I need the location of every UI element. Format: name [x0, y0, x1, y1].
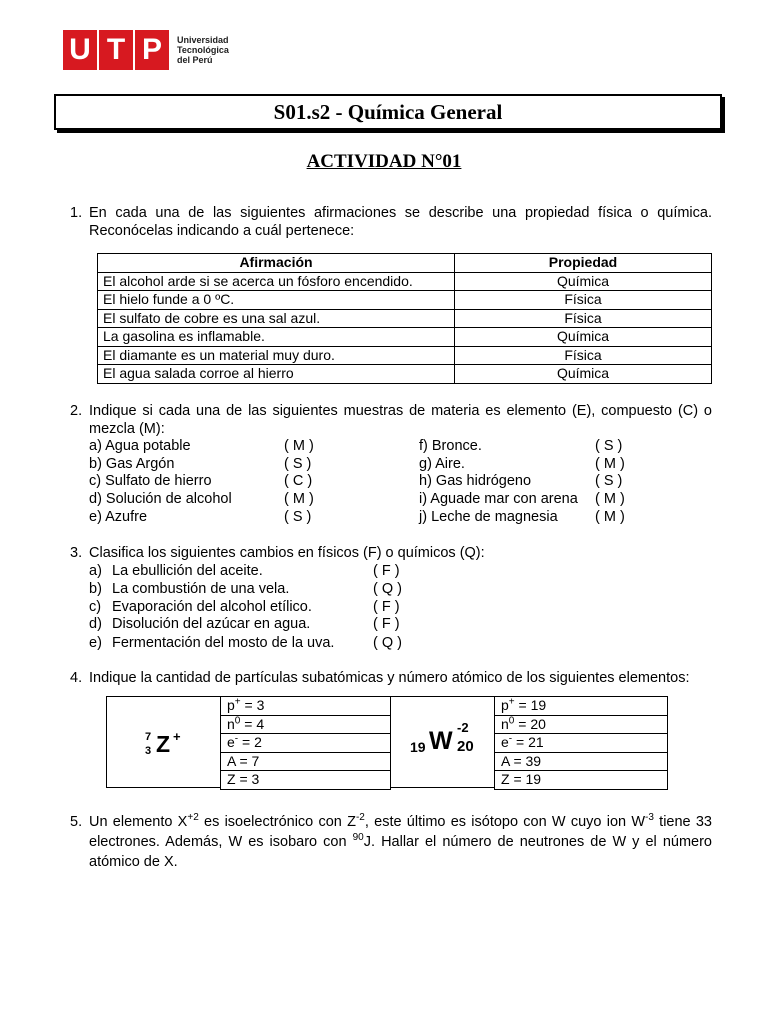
question-number: 3.	[70, 545, 83, 561]
particle-label: n	[501, 715, 509, 732]
table-row	[98, 272, 712, 291]
particle-value: = 3	[240, 697, 265, 714]
question-4	[70, 669, 712, 687]
particle-cell	[221, 697, 391, 716]
q2-item-answer: ( M )	[595, 456, 625, 472]
q2-item-label: g) Aire.	[419, 456, 465, 472]
q3-item-letter: c)	[89, 599, 102, 615]
cell-statement: El diamante es un material muy duro.	[98, 346, 455, 365]
table-row	[98, 365, 712, 384]
question-1	[70, 204, 712, 240]
table-row	[221, 734, 391, 753]
q5-text-part: , este último es isótopo con W cuyo ion W	[364, 814, 646, 830]
header-afirmacion: Afirmación	[98, 254, 455, 273]
q3-item-answer: ( F )	[373, 616, 400, 632]
particle-sup: -	[234, 733, 239, 745]
utp-logo	[63, 30, 229, 70]
q3-item-letter: b)	[89, 581, 102, 597]
table-row	[495, 771, 668, 790]
q2-item-answer: ( S )	[595, 438, 623, 454]
q3-item-letter: e)	[89, 635, 102, 651]
table-row	[495, 734, 668, 753]
particle-cell: A = 39	[495, 752, 668, 771]
q5-text-part: Un elemento X	[89, 814, 188, 830]
cell-property: Física	[455, 309, 712, 328]
particle-sup: +	[508, 696, 515, 708]
q2-item-label: j) Leche de magnesia	[419, 509, 558, 525]
element-1-table	[220, 696, 391, 790]
cell-property: Química	[455, 272, 712, 291]
question-text: Clasifica los siguientes cambios en físicos (F) o químicos (Q):	[89, 545, 485, 561]
question-3	[70, 544, 712, 562]
q5-superscript: -3	[645, 812, 654, 824]
properties-table	[97, 253, 712, 384]
logo-text-line: Universidad	[177, 35, 229, 45]
title-box	[54, 94, 722, 130]
q2-item-answer: ( C )	[284, 473, 313, 489]
q3-item-text: Evaporación del alcohol etílico.	[112, 599, 312, 615]
particle-value: = 21	[512, 734, 544, 751]
question-5	[70, 812, 712, 872]
particle-cell: Z = 19	[495, 771, 668, 790]
element-2-symbol-cell	[390, 696, 495, 788]
element-2-table	[494, 696, 668, 790]
q2-item-answer: ( M )	[284, 438, 314, 454]
q3-item-answer: ( Q )	[373, 635, 402, 651]
particle-cell	[495, 715, 668, 734]
particle-label: e	[227, 734, 235, 751]
logo-letter: U	[63, 30, 97, 70]
table-row	[495, 697, 668, 716]
question-number: 1.	[70, 205, 83, 221]
q5-text-part: tiene 33 electrones. Además, W es isobaro con	[89, 814, 712, 850]
q2-item-answer: ( S )	[284, 509, 312, 525]
q3-item-letter: a)	[89, 563, 102, 579]
q3-item-text: La ebullición del aceite.	[112, 563, 263, 579]
q2-item-answer: ( S )	[284, 456, 312, 472]
question-number: 2.	[70, 403, 83, 419]
logo-text-line: del Perú	[177, 55, 213, 65]
particle-sup: -	[508, 733, 513, 745]
question-number: 5.	[70, 814, 83, 830]
q3-item-answer: ( Q )	[373, 581, 402, 597]
header-propiedad: Propiedad	[455, 254, 712, 273]
table-row	[221, 771, 391, 790]
cell-statement: El alcohol arde si se acerca un fósforo encendido.	[98, 272, 455, 291]
question-2	[70, 402, 712, 438]
particle-sup: 0	[508, 715, 515, 727]
element-1-symbol-cell	[106, 696, 221, 788]
q2-item-label: e) Azufre	[89, 509, 148, 525]
element-1-atomic-number: 3	[145, 745, 152, 757]
question-text: Indique la cantidad de partículas subatómicas y número atómico de los siguientes elementos:	[89, 670, 690, 686]
cell-statement: La gasolina es inflamable.	[98, 328, 455, 347]
question-text: En cada una de las siguientes afirmaciones se describe una propiedad física o química. Reconócelas indicando a cuál pertenece:	[89, 205, 712, 239]
table-row	[98, 346, 712, 365]
q5-text-part: es isoelectrónico con Z	[198, 814, 356, 830]
cell-statement: El sulfato de cobre es una sal azul.	[98, 309, 455, 328]
cell-statement: El hielo funde a 0 ºC.	[98, 291, 455, 310]
cell-property: Química	[455, 365, 712, 384]
table-row	[98, 291, 712, 310]
q2-item-answer: ( M )	[595, 509, 625, 525]
element-2-symbol: W	[429, 727, 453, 755]
table-row	[221, 752, 391, 771]
particle-value: = 4	[240, 715, 265, 732]
q5-superscript: +2	[187, 812, 199, 824]
q3-item-text: La combustión de una vela.	[112, 581, 290, 597]
activity-title: ACTIVIDAD N°01	[306, 151, 462, 172]
q2-item-label: a) Agua potable	[89, 438, 191, 454]
question-text: Indique si cada una de las siguientes muestras de materia es elemento (E), compuesto (C) o mezcla (M):	[89, 403, 712, 437]
cell-property: Física	[455, 291, 712, 310]
element-1-mass-number: 7	[145, 731, 152, 743]
logo-letter: T	[99, 30, 133, 70]
q3-item-text: Disolución del azúcar en agua.	[112, 616, 311, 632]
particle-sup: +	[234, 696, 241, 708]
question-text	[89, 812, 712, 872]
particle-cell	[495, 697, 668, 716]
logo-letter: P	[135, 30, 169, 70]
q3-item-answer: ( F )	[373, 563, 400, 579]
q2-item-answer: ( M )	[284, 491, 314, 507]
q3-item-answer: ( F )	[373, 599, 400, 615]
particle-label: p	[501, 697, 509, 714]
q2-item-label: c) Sulfato de hierro	[89, 473, 212, 489]
table-row	[495, 752, 668, 771]
q5-superscript: 90	[352, 832, 364, 844]
table-header-row	[98, 254, 712, 273]
logo-text-line: Tecnológica	[177, 45, 229, 55]
q3-item-text: Fermentación del mosto de la uva.	[112, 635, 335, 651]
particle-cell: Z = 3	[221, 771, 391, 790]
table-row	[98, 309, 712, 328]
particle-label: n	[227, 715, 235, 732]
cell-property: Química	[455, 328, 712, 347]
q2-item-answer: ( S )	[595, 473, 623, 489]
q2-item-label: f) Bronce.	[419, 438, 482, 454]
table-row	[98, 328, 712, 347]
logo-text	[177, 35, 229, 65]
particle-cell	[221, 734, 391, 753]
particle-value: = 2	[238, 734, 262, 751]
q2-item-label: b) Gas Argón	[89, 456, 175, 472]
q5-text-part: J. Hallar el número de neutrones de W y el número atómico de X.	[89, 834, 712, 870]
particle-cell	[221, 715, 391, 734]
element-2-subscript: 20	[457, 738, 474, 755]
particle-value: = 20	[514, 715, 546, 732]
element-2-charge: -2	[457, 720, 469, 735]
table-row	[495, 715, 668, 734]
q2-item-label: d) Solución de alcohol	[89, 491, 232, 507]
q5-superscript: -2	[355, 812, 365, 824]
q2-item-answer: ( M )	[595, 491, 625, 507]
element-2-atomic-number: 19	[410, 739, 426, 755]
table-row	[221, 715, 391, 734]
particle-cell: A = 7	[221, 752, 391, 771]
q2-item-label: h) Gas hidrógeno	[419, 473, 532, 489]
particle-cell	[495, 734, 668, 753]
element-1-symbol: Z	[156, 731, 171, 757]
cell-statement: El agua salada corroe al hierro	[98, 365, 455, 384]
particle-sup: 0	[234, 715, 241, 727]
q2-item-label: i) Aguade mar con arena	[419, 491, 578, 507]
element-1-charge: +	[173, 729, 181, 744]
particle-value: = 19	[514, 697, 547, 714]
activity-heading	[0, 151, 768, 173]
question-number: 4.	[70, 670, 83, 686]
page-title: S01.s2 - Química General	[273, 99, 503, 124]
particle-label: p	[227, 697, 235, 714]
q3-item-letter: d)	[89, 616, 102, 632]
table-row	[221, 697, 391, 716]
cell-property: Física	[455, 346, 712, 365]
particle-label: e	[501, 734, 509, 751]
